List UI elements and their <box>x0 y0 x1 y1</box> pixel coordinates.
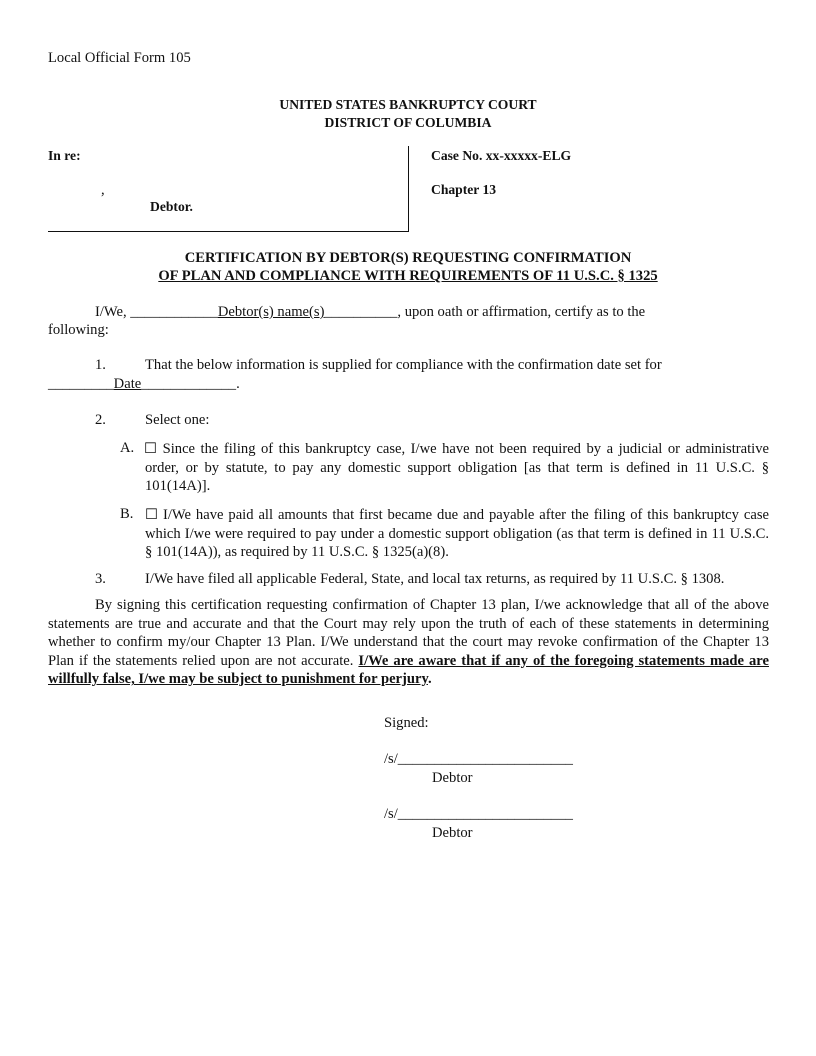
signature-2-blank: ________________________ <box>397 806 573 822</box>
document-title-line2-text: OF PLAN AND COMPLIANCE WITH REQUIREMENTS OF 11 U.S.C. § 1325 <box>158 268 658 284</box>
intro-prefix: I/We, <box>95 304 131 320</box>
in-re-label: In re: <box>48 148 81 163</box>
option-b-text: I/We have paid all amounts that first became due and payable after the filing of this bankruptcy case which I/we were required to pay under a domestic support obligation (as that term is defined in 11 U.S.C. § 101(14A)), as required by 11 U.S.C. § 1325(a)(8). <box>145 507 769 561</box>
intro-blank-before: ____________ <box>130 304 218 320</box>
item3-text: I/We have filed all applicable Federal, State, and local tax returns, as required by 11 U.S.C. § 1308. <box>145 571 725 587</box>
item2-number: 2. <box>95 412 106 428</box>
option-a-checkbox[interactable]: ☐ <box>144 441 158 457</box>
signed-label: Signed: <box>384 715 429 731</box>
chapter-label: Chapter 13 <box>431 182 497 197</box>
item1-blank-after: _____________ <box>141 376 237 392</box>
intro-continuation: following: <box>48 322 109 338</box>
debtor-name-comma: , <box>101 182 105 198</box>
signature-1-blank: ________________________ <box>397 751 573 767</box>
item3-number: 3. <box>95 571 106 587</box>
document-title-line2 <box>0 268 816 285</box>
acknowledgement-paragraph <box>48 596 769 689</box>
option-b <box>145 506 769 562</box>
document-title-line1: CERTIFICATION BY DEBTOR(S) REQUESTING CONFIRMATION <box>184 250 632 266</box>
intro-suffix: , upon oath or affirmation, certify as to the <box>397 304 646 320</box>
perjury-warning: I/We are aware that if any of the foregoing statements made are willfully false, I/we may be subject to punishment for perjury <box>48 652 769 688</box>
caption-divider-vertical <box>408 146 409 232</box>
signature-line-1[interactable] <box>384 751 573 768</box>
court-name: UNITED STATES BANKRUPTCY COURT <box>279 97 537 112</box>
form-identifier: Local Official Form 105 <box>48 50 191 66</box>
option-b-checkbox[interactable]: ☐ <box>145 507 159 523</box>
perjury-warning-end: . <box>427 671 432 688</box>
option-a-text: Since the filing of this bankruptcy case, I/we have not been required by a judicial or administrative order, or by statute, to pay any domestic support obligation [as that term is defined in 11 U.S.C. § 101(14A)]. <box>145 441 769 495</box>
signature-2-prefix: /s/ <box>384 806 398 822</box>
acknowledgement-text: By signing this certification requesting confirmation of Chapter 13 plan, I/we acknowledge that all of the above statements are true and accurate and that the Court may rely upon the truth of each of these statements in determining whether to confirm my/our Chapter 13 Plan. I/We understand that the court may revoke confirmation of the Chapter 13 Plan if the statements relied upon are not accurate. <box>48 597 769 669</box>
signature-2-label: Debtor <box>432 825 473 841</box>
signature-1-prefix: /s/ <box>384 751 398 767</box>
caption-divider-horizontal <box>48 231 409 232</box>
item1-date-line <box>48 376 240 393</box>
item1-blank-before: _________ <box>48 376 114 392</box>
item1-end: . <box>236 376 240 392</box>
item1-text: That the below information is supplied for compliance with the confirmation date set for <box>145 357 662 373</box>
signature-line-2[interactable] <box>384 806 573 823</box>
debtor-label: Debtor. <box>150 199 193 214</box>
court-district: DISTRICT OF COLUMBIA <box>324 115 492 130</box>
item2-text: Select one: <box>145 412 210 428</box>
case-number: Case No. xx-xxxxx-ELG <box>431 148 572 163</box>
intro-blank-after: __________ <box>324 304 398 320</box>
signature-1-label: Debtor <box>432 770 473 786</box>
debtor-names-field[interactable]: Debtor(s) name(s) <box>217 304 325 320</box>
option-a-label: A. <box>120 440 135 456</box>
confirmation-date-field[interactable]: Date <box>113 376 142 392</box>
option-a <box>145 440 769 496</box>
item1-number: 1. <box>95 357 106 373</box>
option-b-label: B. <box>120 506 134 522</box>
intro-line <box>95 304 645 321</box>
